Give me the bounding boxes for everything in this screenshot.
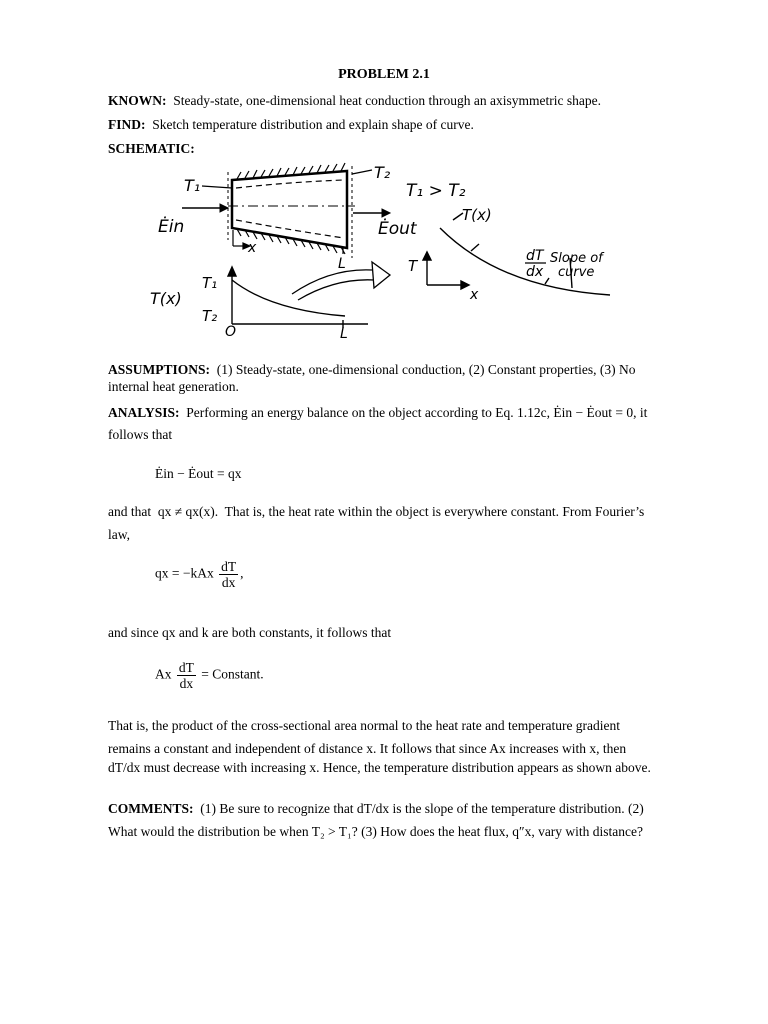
fourier-gradient-fraction — [219, 559, 238, 590]
analysis-text-1-end: it — [639, 405, 648, 420]
known-line — [108, 93, 601, 109]
length-label: L — [338, 256, 346, 272]
dT-label: dT — [526, 248, 544, 264]
equation-energy-balance: Ėin − Ėout = qx — [155, 466, 242, 481]
analysis-line-3 — [108, 504, 644, 520]
constant-left: Ax — [155, 666, 172, 682]
tx-plot-label: T(x) — [150, 289, 182, 308]
comments-text-1: (1) Be sure to recognize that dT/dx is the slope of the temperature distribution. (2) — [200, 801, 644, 816]
and-that-text: and that — [108, 504, 152, 519]
t1-label: T₁ — [184, 176, 201, 195]
slope-label-2: curve — [558, 265, 595, 280]
analysis-para-2: remains a constant and independent of distance x. It follows that since Ax increases with x, then — [108, 741, 627, 756]
x-label: x — [248, 240, 257, 256]
temperature-plot — [228, 267, 368, 328]
analysis-para-3: dT/dx must decrease with increasing x. Hence, the temperature distribution appears as shown above. — [108, 760, 651, 775]
energy-balance-inline: Ėin − Ėout = 0, — [553, 405, 637, 420]
T-axis-label: T — [408, 257, 418, 275]
tx-curve-label: T(x) — [462, 206, 492, 224]
problem-title: PROBLEM 2.1 — [338, 67, 430, 82]
equation-constant — [155, 660, 264, 691]
t1-gt-t2-label: T₁ > T₂ — [406, 181, 466, 201]
plot-t1-label: T₁ — [202, 274, 218, 292]
assumptions-line-2: internal heat generation. — [108, 379, 239, 394]
known-label: KNOWN: — [108, 93, 167, 108]
analysis-line-2: follows that — [108, 427, 173, 442]
qx-not-function-of-x: qx ≠ qx(x). — [157, 504, 219, 519]
analysis-line-1 — [108, 405, 647, 421]
fourier-comma: , — [240, 565, 244, 581]
constant-numerator: dT — [178, 660, 194, 675]
find-label: FIND: — [108, 117, 146, 132]
schematic-label: SCHEMATIC: — [108, 141, 195, 156]
comments-label: COMMENTS: — [108, 801, 194, 816]
fourier-left: qx = −kAx — [155, 565, 214, 581]
assumptions-line-1 — [108, 362, 636, 378]
law-text: law, — [108, 527, 130, 542]
x-axis-label-small: x — [470, 287, 479, 303]
constant-gradient-fraction — [177, 660, 196, 691]
comments-line-2: What would the distribution be when T₂ > T₁? (3) How does the heat flux, q″x, vary with distance? — [108, 824, 644, 839]
small-axes — [423, 252, 469, 289]
analysis-text-3: That is, the heat rate within the object is everywhere constant. From Fourier’s — [224, 504, 645, 519]
t2-label: T₂ — [374, 163, 391, 182]
schematic-label-line — [108, 141, 195, 157]
plot-t2-label: T₂ — [202, 307, 218, 325]
find-line — [108, 117, 474, 133]
analysis-label: ANALYSIS: — [108, 405, 180, 420]
constant-right: = Constant. — [201, 666, 264, 682]
dx-label: dx — [526, 264, 544, 280]
assumptions-text-1: (1) Steady-state, one-dimensional conduction, (2) Constant properties, (3) No — [216, 362, 636, 377]
analysis-text-1: Performing an energy balance on the object according to Eq. 1.12c, — [186, 405, 551, 420]
find-text: Sketch temperature distribution and explain shape of curve. — [152, 117, 474, 132]
slope-label-1: Slope of — [550, 251, 603, 266]
analysis-para-1: That is, the product of the cross-sectional area normal to the heat rate and temperature gradient — [108, 718, 621, 733]
fourier-numerator: dT — [221, 559, 237, 574]
eout-label: Ėout — [378, 219, 417, 239]
since-line: and since qx and k are both constants, it follows that — [108, 625, 392, 640]
constant-denominator: dx — [179, 676, 194, 691]
assumptions-label: ASSUMPTIONS: — [108, 362, 211, 377]
equation-fourier-law — [155, 559, 243, 590]
comments-line-1 — [108, 801, 644, 817]
origin-label: O — [225, 324, 237, 340]
fourier-denominator: dx — [221, 575, 236, 590]
plot-length-label: L — [340, 326, 348, 342]
schematic-figure — [140, 158, 640, 344]
known-text: Steady-state, one-dimensional heat conduction through an axisymmetric shape. — [173, 93, 602, 108]
ein-label: Ėin — [158, 217, 185, 237]
